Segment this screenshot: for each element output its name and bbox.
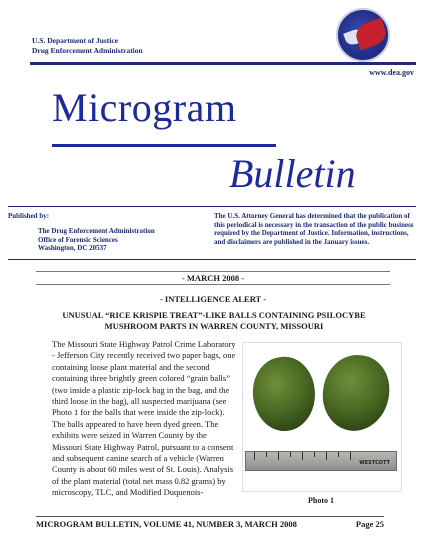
photo-1-image [242, 342, 402, 492]
agency-block [32, 36, 143, 56]
publisher-line: The Drug Enforcement Administration [38, 227, 155, 235]
title-microgram: Microgram [52, 85, 237, 130]
ruler [245, 451, 397, 471]
agency-line-2: Drug Enforcement Administration [32, 46, 143, 55]
agency-line-1: U.S. Department of Justice [32, 36, 119, 45]
publisher-rule-bottom [8, 259, 416, 260]
headline-line-1: UNUSUAL “RICE KRISPIE TREAT”-LIKE BALLS CONTAINING PSILOCYBE [62, 310, 366, 320]
article-headline [40, 310, 388, 332]
page-footer [36, 519, 384, 529]
headline-line-2: MUSHROOM PARTS IN WARREN COUNTY, MISSOURI [104, 321, 324, 331]
page-number: Page 25 [355, 519, 384, 529]
title-bulletin: Bulletin [229, 151, 356, 196]
published-by-label: Published by: [8, 212, 50, 220]
publisher-line: Washington, DC 20537 [38, 244, 107, 252]
footer-rule [36, 516, 384, 517]
ruler-brand: WESTCOTT [359, 460, 390, 466]
footer-publication: MICROGRAM BULLETIN, VOLUME 41, NUMBER 3, MARCH 2008 [36, 519, 297, 529]
section-heading: - INTELLIGENCE ALERT - [159, 294, 267, 304]
attorney-general-note: The U.S. Attorney General has determined that the publication of this periodical is necessary in the transaction of the public business required by the Department of Justice. Information, instructions, and disclaimers are published in the January issues. [214, 212, 414, 246]
website-link[interactable]: www.dea.gov [369, 68, 414, 77]
photo-caption: Photo 1 [308, 496, 334, 505]
article-body: The Missouri State Highway Patrol Crime Laboratory - Jefferson City recently received two paper bags, one containing loose plant material and the second containing three brightly green colored “grain balls” (two inside a plastic zip-lock bag in the bag, and the third loose in the bag), all suspected marijuana (see Photo 1 for the balls that were inside the zip-lock). The balls appeared to have been dyed green. The exhibits were seized in Warren County by the Missouri State Highway Patrol, pursuant to a consent and subsequent canine search of a vehicle (Warren County is about 60 miles west of St. Louis). Analysis of the plant material (total net mass 0.82 grams) by microscopy, TLC, and Modified Duquenois- [52, 339, 236, 498]
title-rule [52, 144, 276, 147]
publisher-address [38, 227, 155, 253]
grain-ball-left [248, 353, 320, 435]
publisher-rule-top [8, 206, 416, 207]
issue-date: - MARCH 2008 - [36, 271, 390, 285]
header-rule [30, 62, 416, 65]
publisher-line: Office of Forensic Sciences [38, 235, 118, 244]
grain-ball-right [319, 352, 393, 434]
